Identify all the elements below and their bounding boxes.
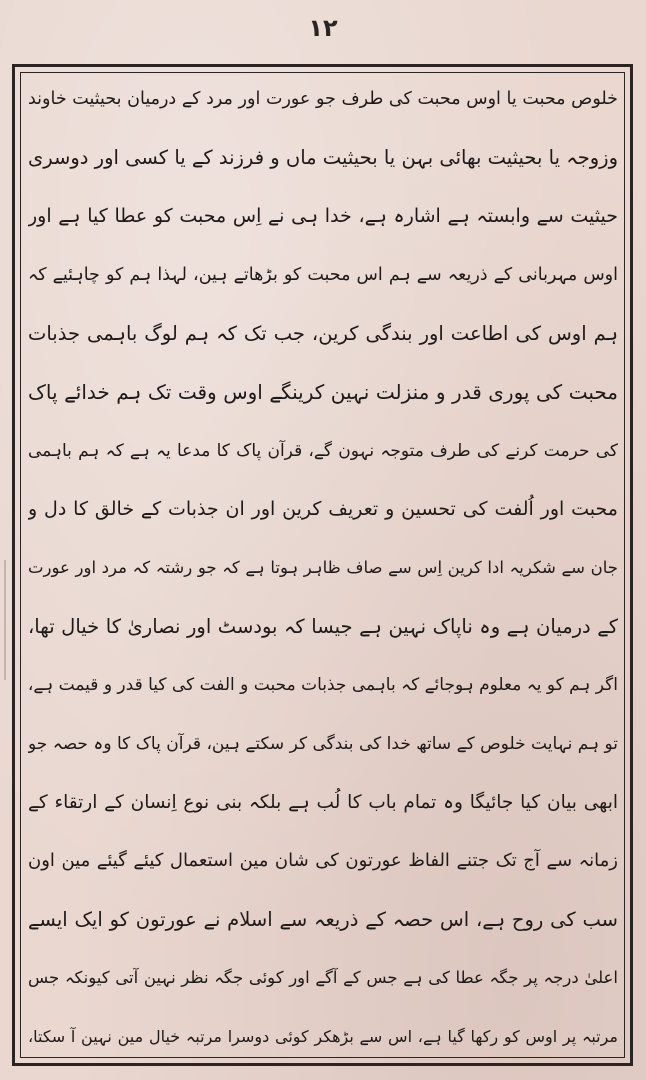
text-line: تو ہم نہایت خلوص کے ساتھ خدا کی بندگی کر سکتے ہین، قرآن پاک کا وہ حصہ جو bbox=[28, 733, 618, 754]
text-line: اگر ہم کو یہ معلوم ہوجائے کہ باہمی جذبات محبت و الفت کی کیا قدر و قیمت ہے، bbox=[28, 675, 618, 696]
text-line: خلوص محبت یا اوس محبت کی طرف جو عورت اور مرد کے درمیان بحیثیت خاوند bbox=[28, 89, 618, 109]
text-line: اوس مہربانی کے ذریعہ سے ہم اس محبت کو بڑھاتے ہین، لہذا ہم کو چاہئیے کہ bbox=[28, 264, 618, 285]
text-line: اعلیٰ درجہ پر جگہ عطا کی ہے جس کے آگے اور کوئی جگہ نظر نہین آتی کیونکہ جس bbox=[28, 968, 618, 988]
text-line: مرتبہ پر اوس کو رکھا گیا ہے، اس سے بڑھکر کوئی دوسرا مرتبہ خیال مین نہین آ سکتا، bbox=[28, 1027, 618, 1046]
text-line: کی حرمت کرنے کی طرف متوجہ نہون گے، قرآن پاک کا مدعا یہ ہے کہ ہم باہمی bbox=[28, 440, 618, 461]
text-line: جان سے شکریہ ادا کرین اِس سے صاف ظاہر ہوتا ہے کہ جو رشتہ کہ مرد اور عورت bbox=[28, 558, 618, 577]
text-line: محبت اور اُلفت کی تحسین و تعریف کرین اور ان جذبات کے خالق کا دل و bbox=[28, 498, 618, 521]
text-line: ہم اوس کی اطاعت اور بندگی کرین، جب تک کہ ہم لوگ باہمی جذبات bbox=[28, 321, 618, 345]
text-line: حیثیت سے وابستہ ہے اشارہ ہے، خدا ہی نے اِس محبت کو عطا کیا ہے اور bbox=[28, 205, 618, 228]
text-line: زمانہ سے آج تک جتنے الفاظ عورتون کی شان مین استعمال کیئے گیئے مین اون bbox=[28, 850, 618, 872]
text-line: محبت کی پوری قدر و منزلت نہین کرینگے اوس وقت تک ہم خدائے پاک bbox=[28, 380, 618, 405]
page-crease bbox=[4, 560, 6, 680]
urdu-text-body bbox=[22, 76, 624, 1060]
text-line: کے درمیان ہے وہ ناپاک نہین ہے جیسا کہ بودسٹ اور نصاریٰ کا خیال تھا، bbox=[28, 614, 618, 638]
text-line: سب کی روح ہے، اس حصہ کے ذریعہ سے اسلام نے عورتون کو ایک ایسے bbox=[28, 907, 618, 931]
text-line: وزوجہ یا بحیثیت بھائی بہن یا بحیثیت ماں و فرزند کے یا کسی اور دوسری bbox=[28, 145, 618, 169]
page-number: ۱۲ bbox=[308, 14, 338, 42]
text-line: ابھی بیان کیا جائیگا وہ تمام باب کا لُب ہے بلکہ بنی نوع اِنسان کے ارتقاء کے bbox=[28, 791, 618, 813]
